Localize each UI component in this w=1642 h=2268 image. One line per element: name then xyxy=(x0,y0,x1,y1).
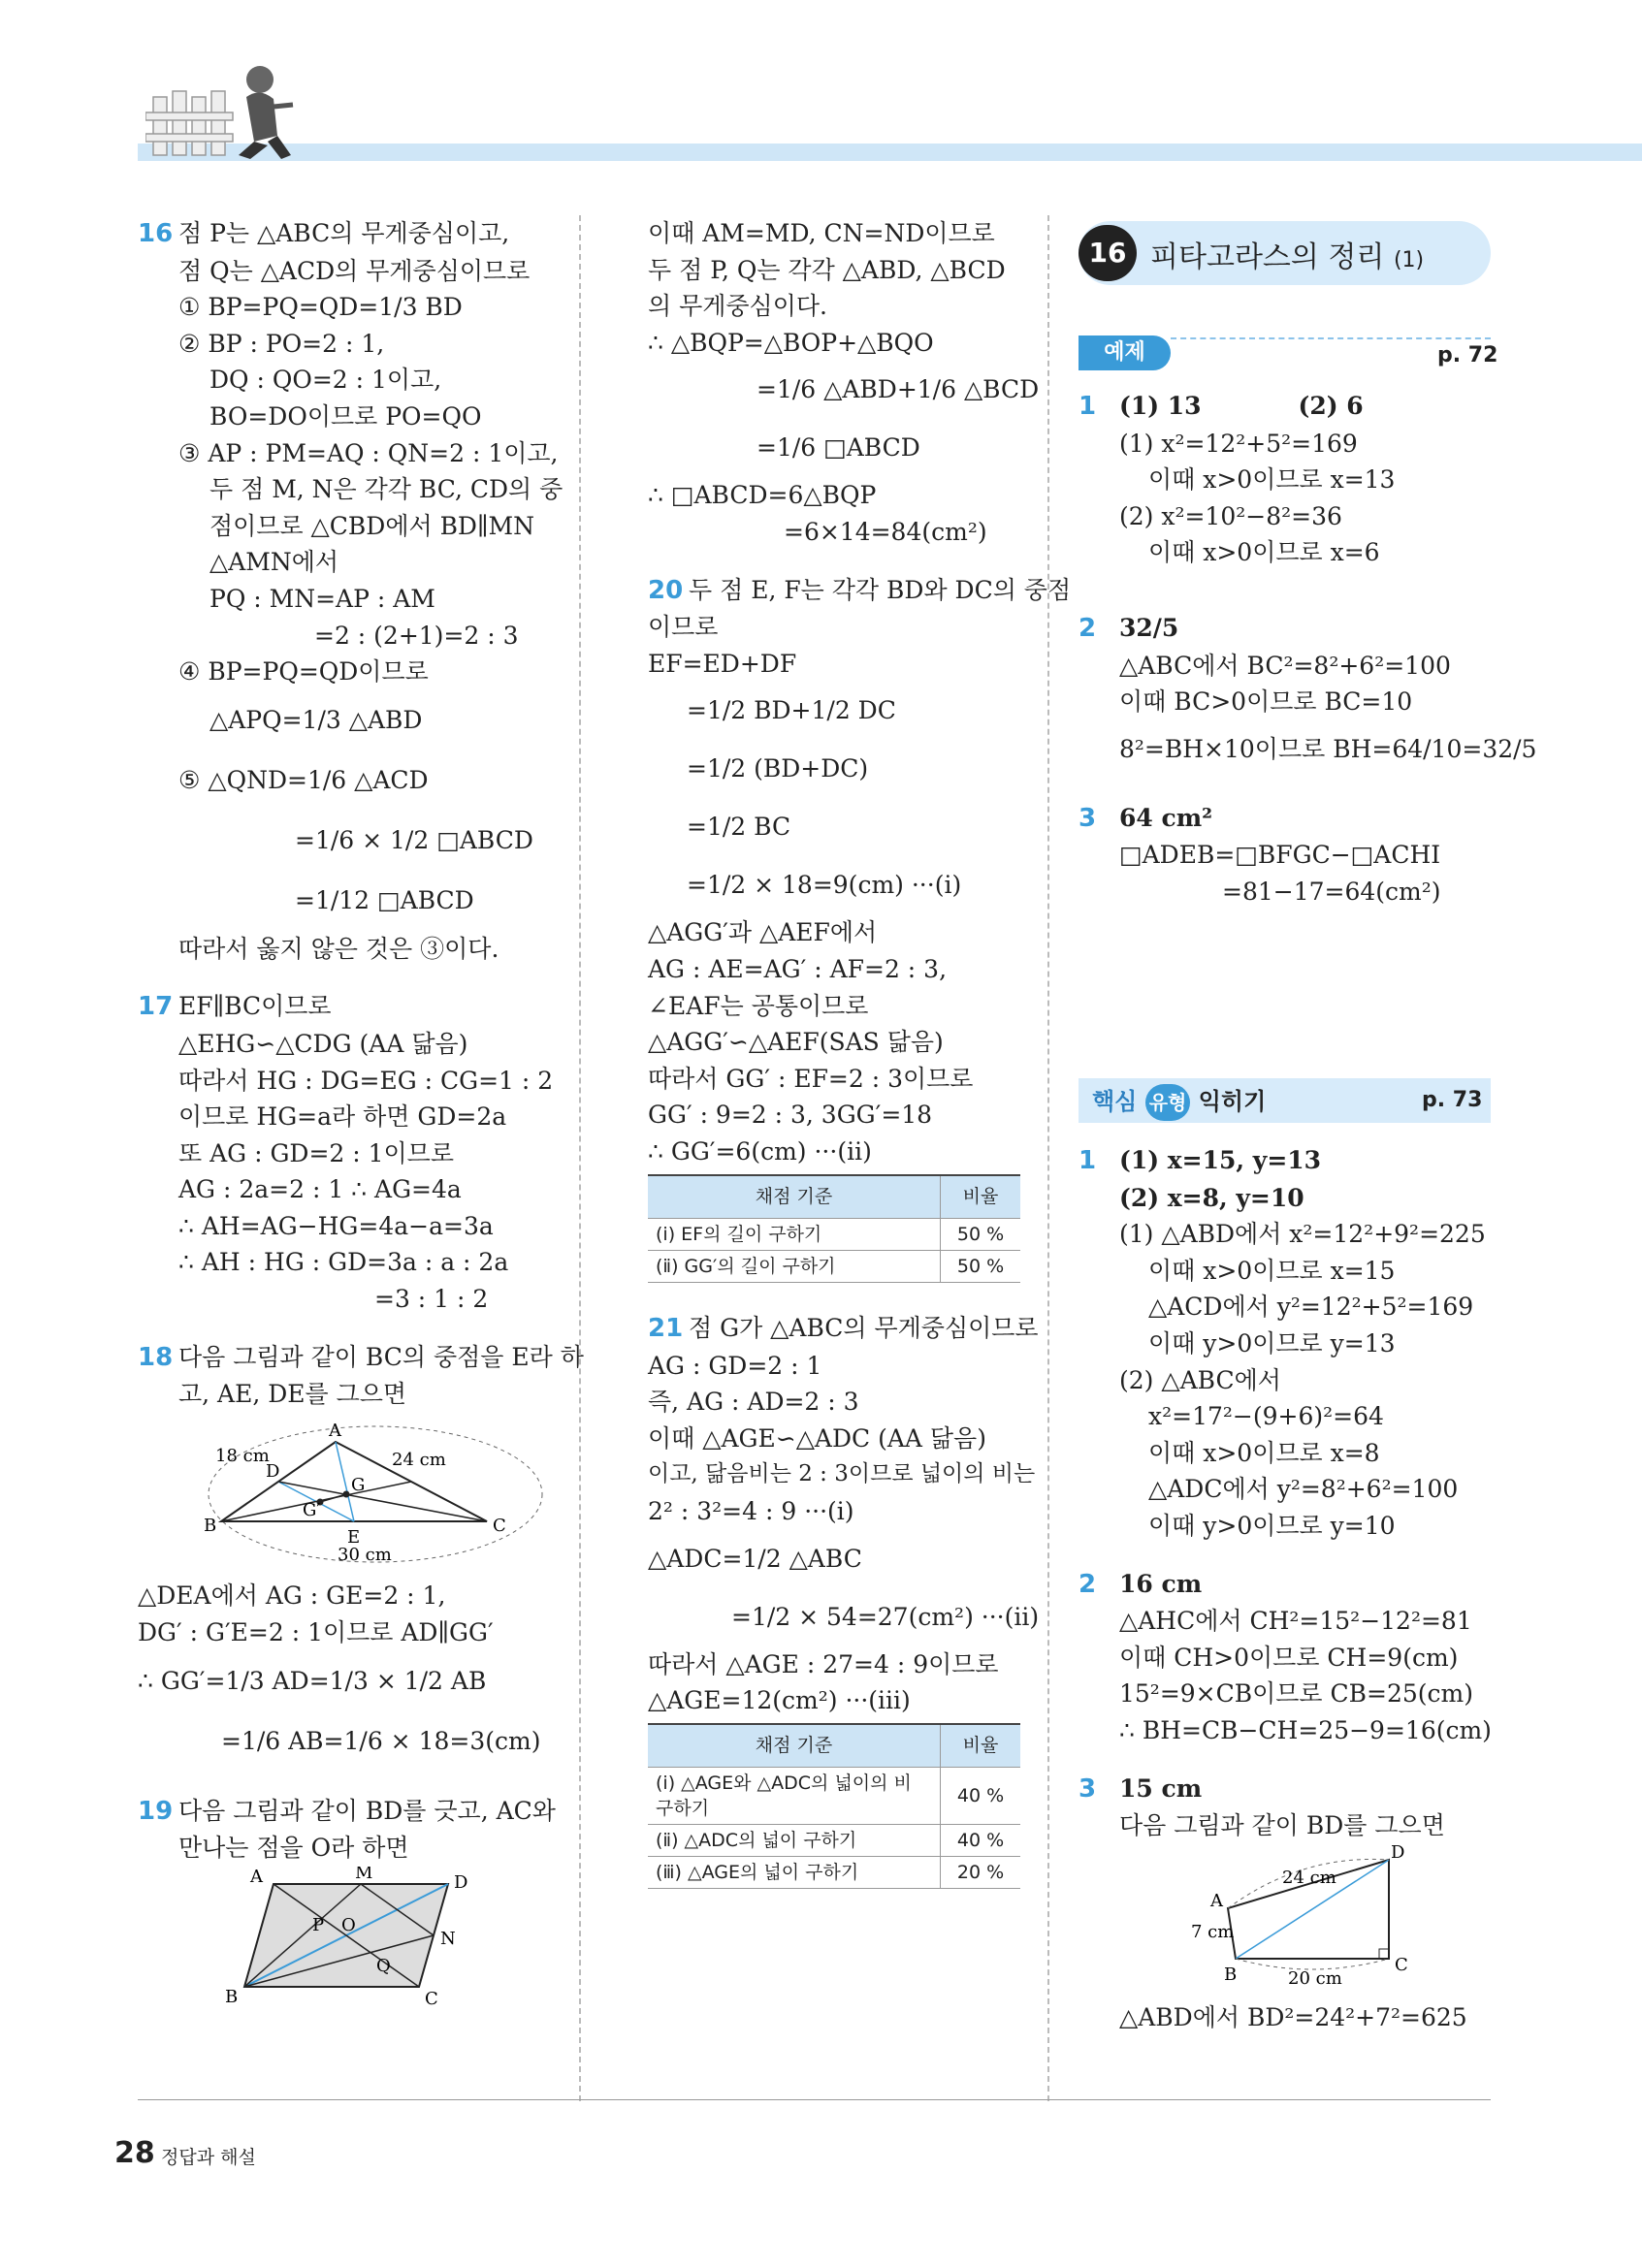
q16 xyxy=(138,215,563,967)
line: 이때 x>0이므로 x=8 xyxy=(1148,1438,1380,1467)
line: DQ : QO=2 : 1이고, xyxy=(209,366,442,395)
label-Q: Q xyxy=(376,1955,391,1976)
line: x²=17²−(9+6)²=64 xyxy=(1148,1402,1384,1431)
label-7cm: 7 cm xyxy=(1191,1921,1235,1942)
line: 이때 AM=MD, CN=ND이므로 xyxy=(648,219,995,247)
line: EF=ED+DF xyxy=(648,649,797,678)
header-illustration xyxy=(145,58,310,165)
line: 점 Q는 △ACD의 무게중심이므로 xyxy=(178,256,531,285)
page-ref: p. 73 xyxy=(1422,1088,1483,1112)
answer: 16 cm xyxy=(1119,1569,1203,1598)
label-B: B xyxy=(1224,1964,1238,1985)
cell: 50 % xyxy=(941,1251,1021,1283)
line: △ACD에서 y²=12²+5²=169 xyxy=(1148,1293,1474,1322)
label-20cm: 20 cm xyxy=(1288,1967,1342,1989)
line: 이때 △AGE∽△ADC (AA 닮음) xyxy=(648,1423,986,1453)
table-row xyxy=(648,1251,1020,1283)
cell: (ⅱ) △ADC의 넓이 구하기 xyxy=(648,1825,941,1857)
e3 xyxy=(1079,800,1491,910)
table-row xyxy=(648,1825,1020,1857)
hy-c: 익히기 xyxy=(1198,1088,1267,1115)
parallelogram-figure xyxy=(196,1867,526,2012)
line: △AMN에서 xyxy=(209,548,339,577)
line: BO=DO이므로 PO=QO xyxy=(209,401,482,431)
cell: (ⅱ) GG′의 길이 구하기 xyxy=(648,1251,941,1283)
hy-b: 유형 xyxy=(1145,1084,1191,1121)
line: =1/2 BC xyxy=(687,813,791,842)
line: 두 점 P, Q는 각각 △ABD, △BCD xyxy=(648,255,1006,284)
line: △ADC에서 y²=8²+6²=100 xyxy=(1148,1475,1459,1504)
line: 따라서 △AGE : 27=4 : 9이므로 xyxy=(648,1649,999,1678)
line: 이때 y>0이므로 y=13 xyxy=(1148,1328,1396,1358)
label-A: A xyxy=(250,1866,263,1887)
q-number: 21 xyxy=(648,1314,684,1344)
line: 2² : 3²=4 : 9 ···(ⅰ) xyxy=(648,1497,854,1526)
q-number: 20 xyxy=(648,575,684,605)
column-divider-1 xyxy=(579,215,581,2101)
h2 xyxy=(1079,1566,1491,1749)
line: (1) x²=12²+5²=169 xyxy=(1119,429,1358,458)
label-G: G xyxy=(351,1474,366,1495)
line: 따라서 옳지 않은 것은 ③이다. xyxy=(178,934,499,963)
line: =3 : 1 : 2 xyxy=(374,1285,489,1314)
grading-table-q21 xyxy=(648,1723,1020,1890)
line: △ABC에서 BC²=8²+6²=100 xyxy=(1119,651,1451,680)
line: 이때 x>0이므로 x=6 xyxy=(1148,538,1380,567)
line: DG′ : G′E=2 : 1이므로 AD∥GG′ xyxy=(138,1618,494,1647)
q-number: 16 xyxy=(138,219,174,248)
line: AG : AE=AG′ : AF=2 : 3, xyxy=(648,954,948,983)
cell: (ⅲ) △AGE의 넓이 구하기 xyxy=(648,1857,941,1889)
yeje-label: 예제 xyxy=(1079,335,1171,370)
line: (2) △ABC에서 xyxy=(1119,1365,1281,1394)
q18 xyxy=(138,1339,584,1772)
section-title-text: 피타고라스의 정리 xyxy=(1150,240,1385,274)
line: 즉, AG : AD=2 : 3 xyxy=(648,1388,859,1417)
line: 점이므로 △CBD에서 BD∥MN xyxy=(209,511,535,540)
label-D: D xyxy=(266,1460,280,1482)
answer: (2) x=8, y=10 xyxy=(1119,1183,1304,1212)
cell: 40 % xyxy=(941,1825,1021,1857)
label-O: O xyxy=(341,1914,356,1935)
line: 점 G가 △ABC의 무게중심이므로 xyxy=(689,1314,1039,1343)
line: ② BP : PO=2 : 1, xyxy=(178,329,385,358)
hy-a: 핵심 xyxy=(1092,1088,1138,1115)
line: ∴ △BQP=△BOP+△BQO xyxy=(648,328,934,357)
line: =1/2 (BD+DC) xyxy=(687,754,869,783)
line: =1/6 × 1/2 □ABCD xyxy=(295,825,533,854)
line: ⑤ △QND=1/6 △ACD xyxy=(178,765,429,794)
table-row xyxy=(648,1219,1020,1251)
line: =2 : (2+1)=2 : 3 xyxy=(314,621,519,650)
line: ∴ AH : HG : GD=3a : a : 2a xyxy=(178,1248,509,1277)
section-title xyxy=(1150,233,1424,275)
q19-continued xyxy=(648,215,1040,551)
label-G-prime: G′ xyxy=(303,1499,321,1520)
line: 이때 BC>0이므로 BC=10 xyxy=(1119,687,1413,717)
line: ③ AP : PM=AQ : QN=2 : 1이고, xyxy=(178,438,559,467)
line: 이때 y>0이므로 y=10 xyxy=(1148,1511,1396,1540)
h3 xyxy=(1079,1771,1491,2036)
line: ∴ GG′=6(cm) ···(ⅱ) xyxy=(648,1136,872,1166)
line: AG : 2a=2 : 1 ∴ AG=4a xyxy=(178,1175,462,1204)
label-D: D xyxy=(454,1871,468,1893)
q-number: 2 xyxy=(1079,1569,1097,1599)
line: 두 점 M, N은 각각 BC, CD의 중 xyxy=(209,475,563,504)
line: 다음 그림과 같이 BC의 중점을 E라 하 xyxy=(178,1342,584,1371)
answer: 32/5 xyxy=(1119,613,1179,642)
q-number: 3 xyxy=(1079,1773,1097,1804)
line: 다음 그림과 같이 BD를 긋고, AC와 xyxy=(178,1796,556,1825)
line: 15²=9×CB이므로 CB=25(cm) xyxy=(1119,1679,1474,1709)
label-18cm: 18 cm xyxy=(215,1445,270,1466)
line: (2) x²=10²−8²=36 xyxy=(1119,501,1342,530)
table-row xyxy=(648,1768,1020,1825)
line: GG′ : 9=2 : 3, 3GG′=18 xyxy=(648,1101,933,1130)
q21 xyxy=(648,1310,1040,1889)
section-number: 16 xyxy=(1079,225,1137,281)
table-header: 비율 xyxy=(941,1175,1021,1219)
q-number: 19 xyxy=(138,1796,174,1826)
line: △AHC에서 CH²=15²−12²=81 xyxy=(1119,1607,1472,1636)
column-2 xyxy=(648,215,1072,1895)
label-N: N xyxy=(440,1928,456,1949)
footer-title: 정답과 해설 xyxy=(161,2147,256,2168)
line: 두 점 E, F는 각각 BD와 DC의 중점 xyxy=(689,575,1072,604)
table-header: 비율 xyxy=(941,1724,1021,1768)
line: 의 무게중심이다. xyxy=(648,292,827,321)
line: △ADC=1/2 △ABC xyxy=(648,1544,862,1573)
line: 이때 x>0이므로 x=13 xyxy=(1148,465,1396,495)
cell: (ⅰ) EF의 길이 구하기 xyxy=(648,1219,941,1251)
q17 xyxy=(138,988,555,1317)
header-band xyxy=(138,144,1642,161)
label-M: M xyxy=(355,1866,373,1883)
line: AG : GD=2 : 1 xyxy=(648,1351,822,1380)
cell: 40 % xyxy=(941,1768,1021,1825)
quadrilateral-figure xyxy=(1185,1844,1476,1990)
q-number: 1 xyxy=(1079,392,1097,421)
table-header: 채점 기준 xyxy=(648,1175,941,1219)
line: 이때 CH>0이므로 CH=9(cm) xyxy=(1119,1643,1459,1672)
footer-rule xyxy=(138,2099,1491,2100)
line: =81−17=64(cm²) xyxy=(1222,877,1441,906)
line: 이때 x>0이므로 x=15 xyxy=(1148,1256,1396,1285)
cell: 50 % xyxy=(941,1219,1021,1251)
line: △AGG′과 △AEF에서 xyxy=(648,918,878,947)
h1 xyxy=(1079,1142,1491,1545)
line: =1/2 × 18=9(cm) ···(ⅰ) xyxy=(687,871,962,900)
line: ④ BP=PQ=QD이므로 xyxy=(178,657,429,687)
line: =1/6 △ABD+1/6 △BCD xyxy=(757,375,1040,404)
line: PQ : MN=AP : AM xyxy=(209,584,435,613)
answer: 64 cm² xyxy=(1119,803,1213,832)
line: ∴ GG′=1/3 AD=1/3 × 1/2 AB xyxy=(138,1666,487,1695)
line: △AGE=12(cm²) ···(ⅲ) xyxy=(648,1686,911,1715)
line: ∴ □ABCD=6△BQP xyxy=(648,481,877,510)
line: 점 P는 △ABC의 무게중심이고, xyxy=(178,219,510,247)
q-number: 18 xyxy=(138,1342,174,1372)
column-1 xyxy=(138,215,584,2022)
q-number: 2 xyxy=(1079,613,1097,643)
q-number: 1 xyxy=(1079,1146,1097,1175)
line: =1/12 □ABCD xyxy=(295,885,474,914)
line: 8²=BH×10이므로 BH=64/10=32/5 xyxy=(1119,734,1537,763)
line: =6×14=84(cm²) xyxy=(784,517,987,546)
label-A: A xyxy=(1210,1890,1223,1911)
table-row xyxy=(648,1857,1020,1889)
answer: (1) x=15, y=13 xyxy=(1119,1146,1322,1174)
label-24cm: 24 cm xyxy=(1282,1867,1336,1888)
cell: 20 % xyxy=(941,1857,1021,1889)
label-A: A xyxy=(329,1420,341,1441)
q19 xyxy=(138,1793,555,2023)
line: △ABD에서 BD²=24²+7²=625 xyxy=(1119,2003,1467,2032)
answer: 15 cm xyxy=(1119,1773,1203,1803)
line: 이고, 닮음비는 2 : 3이므로 넓이의 비는 xyxy=(648,1461,1036,1487)
line: □ADEB=□BFGC−□ACHI xyxy=(1119,841,1441,870)
line: 고, AE, DE를 그으면 xyxy=(178,1380,407,1409)
line: =1/2 BD+1/2 DC xyxy=(687,696,896,725)
line: 따라서 GG′ : EF=2 : 3이므로 xyxy=(648,1064,974,1093)
line: △APQ=1/3 △ABD xyxy=(209,705,423,734)
line: =1/6 □ABCD xyxy=(757,433,920,463)
cell: (ⅰ) △AGE와 △ADC의 넓이의 비 구하기 xyxy=(648,1768,941,1825)
label-P: P xyxy=(312,1914,325,1935)
label-C: C xyxy=(493,1515,506,1536)
line: 만나는 점을 O라 하면 xyxy=(178,1834,409,1863)
answer: (1) 13 xyxy=(1119,392,1202,420)
e1 xyxy=(1079,388,1491,571)
q-number: 3 xyxy=(1079,803,1097,833)
line: ① BP=PQ=QD=1/3 BD xyxy=(178,293,463,322)
q20 xyxy=(648,572,1072,1284)
section-sub: (1) xyxy=(1393,248,1425,272)
label-30cm: 30 cm xyxy=(338,1544,392,1565)
hy-title xyxy=(1092,1082,1266,1121)
line: =1/6 AB=1/6 × 18=3(cm) xyxy=(221,1726,541,1755)
label-E: E xyxy=(347,1526,361,1548)
line: 따라서 HG : DG=EG : CG=1 : 2 xyxy=(178,1066,554,1095)
grading-table-q20 xyxy=(648,1174,1020,1284)
line: ∴ BH=CB−CH=25−9=16(cm) xyxy=(1119,1715,1492,1744)
label-C: C xyxy=(1395,1954,1408,1975)
line: =1/2 × 54=27(cm²) ···(ⅱ) xyxy=(731,1602,1040,1631)
line: △AGG′∽△AEF(SAS 닮음) xyxy=(648,1028,944,1057)
column-3-yeje xyxy=(1079,388,1537,910)
q-number: 17 xyxy=(138,992,174,1022)
line: EF∥BC이므로 xyxy=(178,992,332,1021)
line: △EHG∽△CDG (AA 닮음) xyxy=(178,1029,468,1058)
triangle-figure xyxy=(177,1413,564,1568)
line: 또 AG : GD=2 : 1이므로 xyxy=(178,1138,454,1167)
table-header: 채점 기준 xyxy=(648,1724,941,1768)
label-B: B xyxy=(204,1515,217,1536)
line: ∠EAF는 공통이므로 xyxy=(648,991,869,1020)
label-B: B xyxy=(225,1986,239,2007)
divider xyxy=(1171,337,1491,339)
column-divider-2 xyxy=(1047,215,1049,2101)
column-3-hy xyxy=(1079,1142,1491,2036)
page-ref: p. 72 xyxy=(1437,343,1498,367)
line: △DEA에서 AG : GE=2 : 1, xyxy=(138,1581,446,1611)
label-C: C xyxy=(425,1988,438,2009)
line: 이므로 HG=a라 하면 GD=2a xyxy=(178,1102,507,1132)
label-24cm: 24 cm xyxy=(392,1449,446,1470)
line: (1) △ABD에서 x²=12²+9²=225 xyxy=(1119,1220,1486,1249)
answer: (2) 6 xyxy=(1298,392,1364,420)
line: ∴ AH=AG−HG=4a−a=3a xyxy=(178,1211,494,1240)
label-D: D xyxy=(1391,1843,1405,1863)
page-number: 28 xyxy=(114,2136,155,2170)
line: 다음 그림과 같이 BD를 그으면 xyxy=(1119,1811,1445,1840)
line: 이므로 xyxy=(648,613,719,642)
e2 xyxy=(1079,610,1537,779)
